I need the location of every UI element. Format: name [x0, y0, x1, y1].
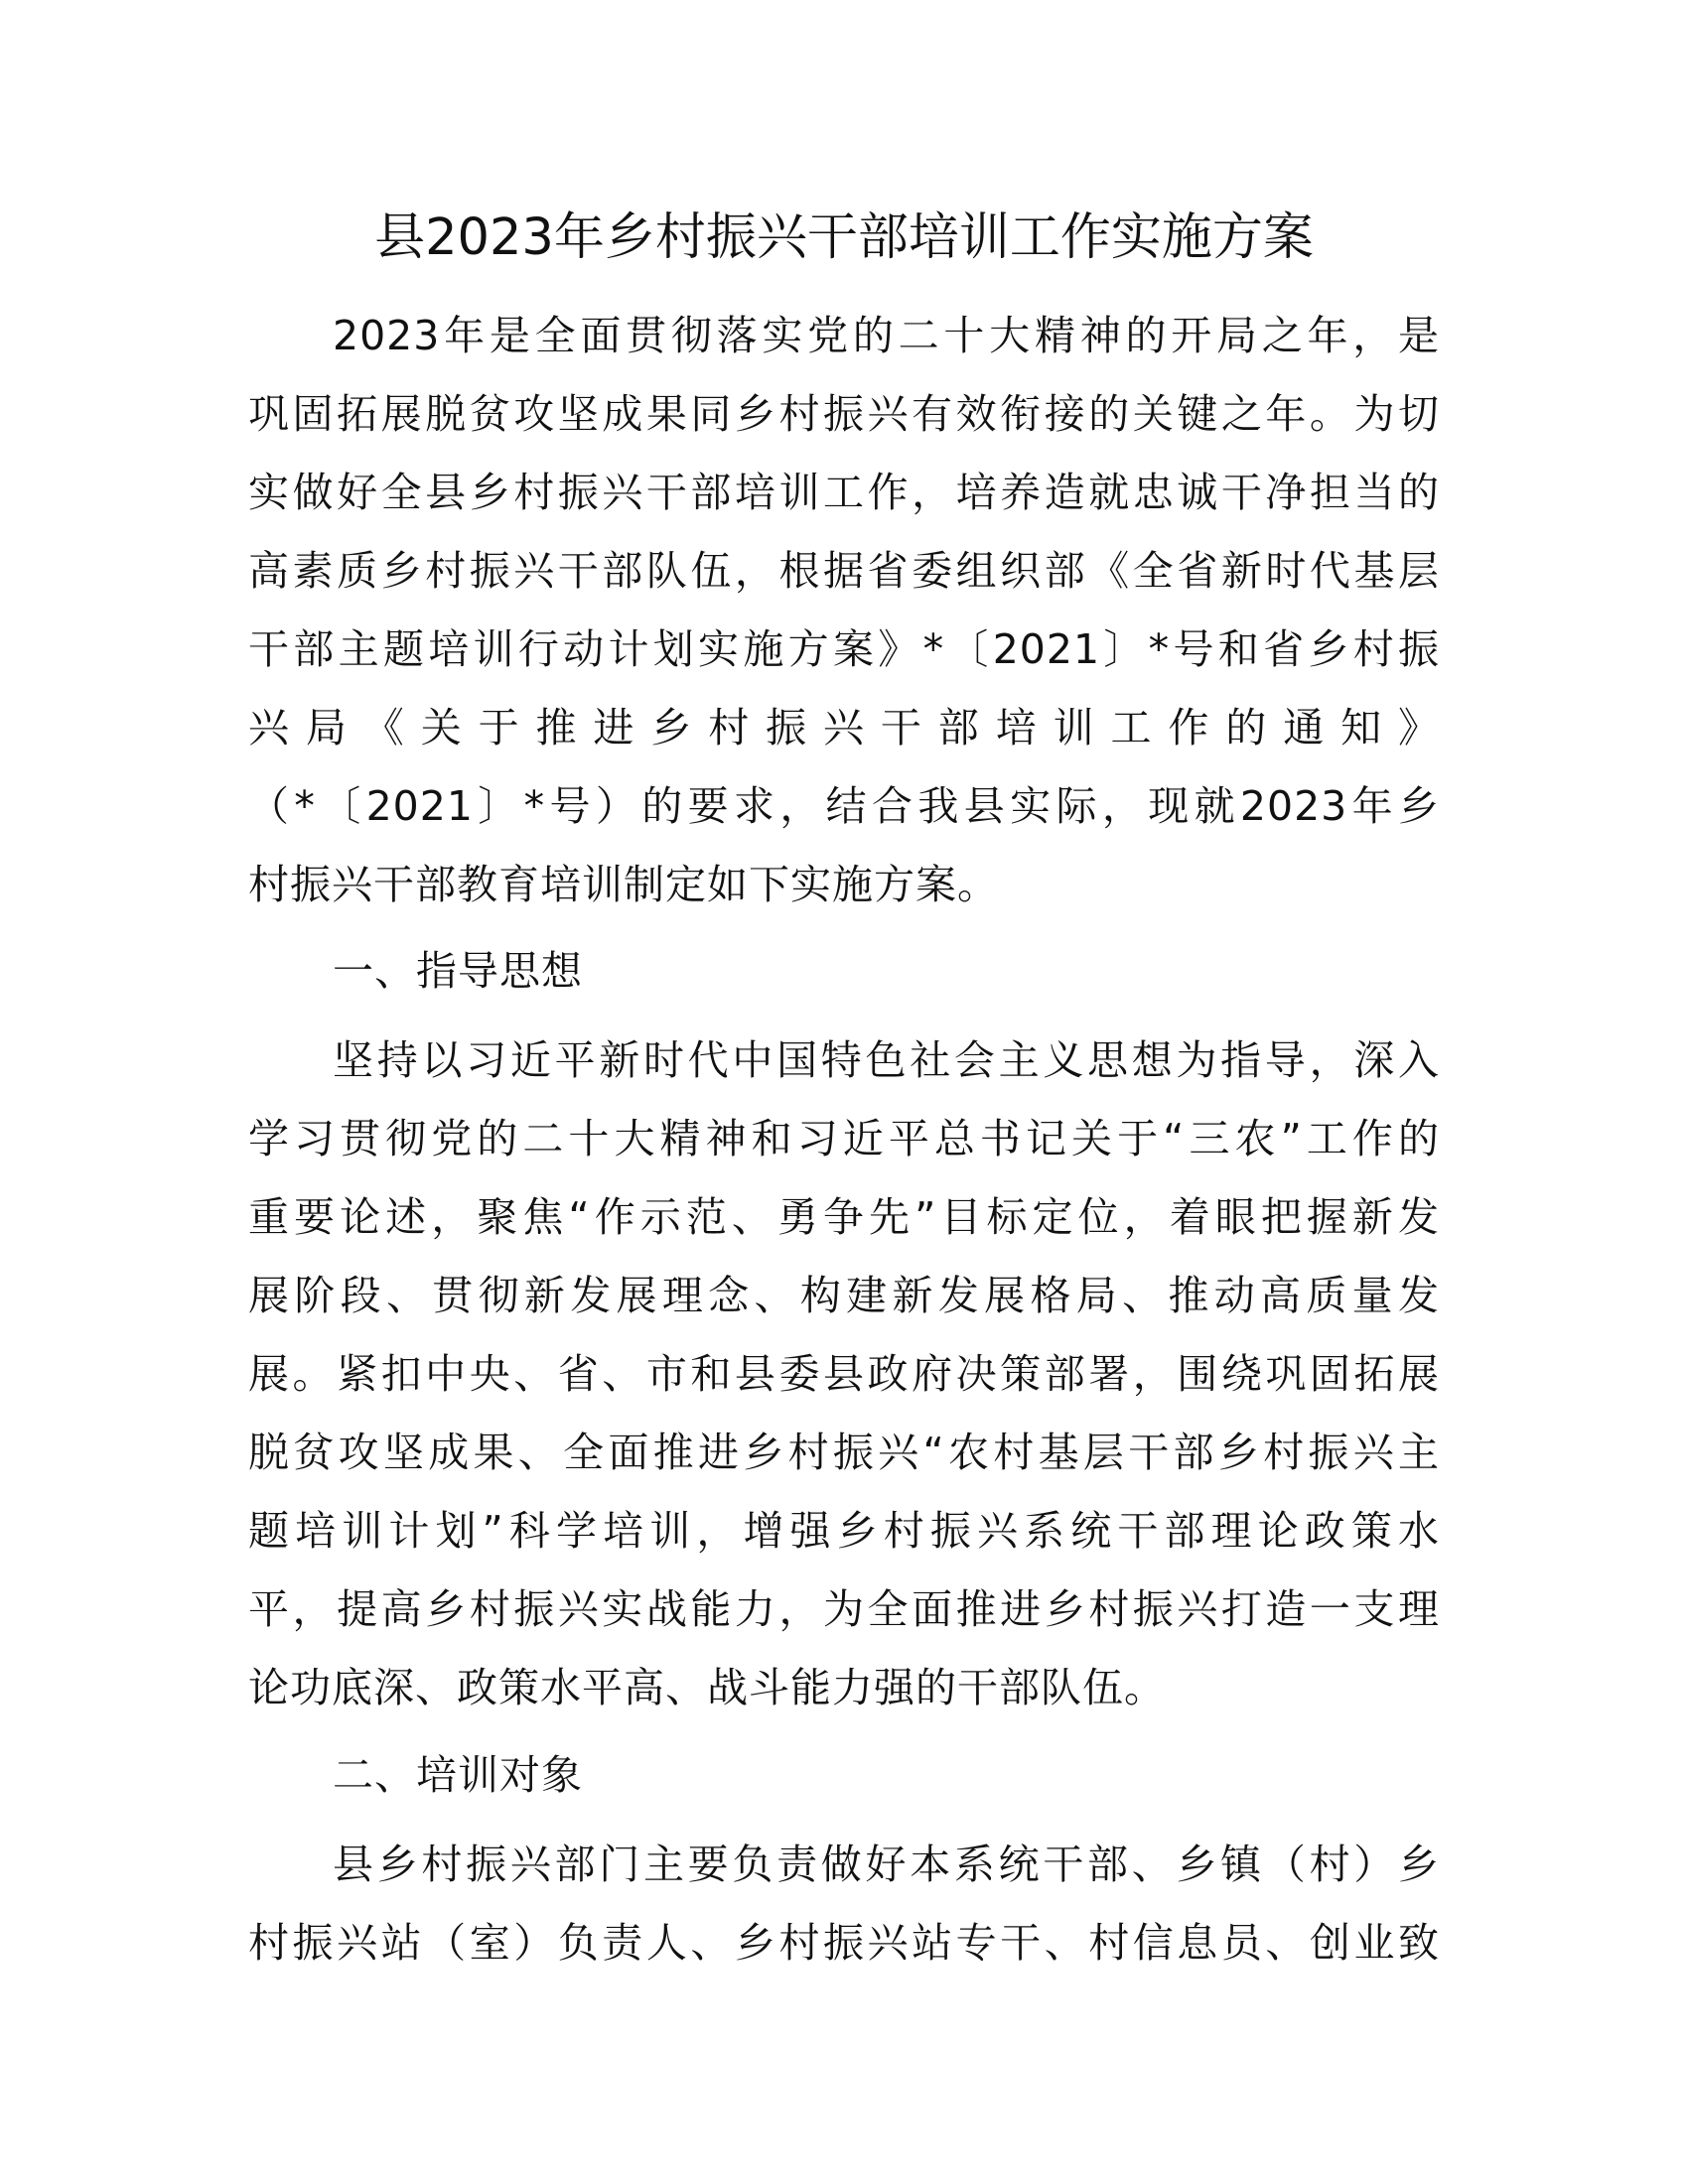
section1-line-1: 坚持以习近平新时代中国特色社会主义思想为指导，深入	[333, 1036, 1440, 1084]
intro-line-1: 2023年是全面贯彻落实党的二十大精神的开局之年，是	[333, 312, 1440, 359]
section2-line-2: 村振兴站（室）负责人、乡村振兴站专干、村信息员、创业致	[248, 1919, 1440, 1967]
section2-heading: 二、培训对象	[333, 1751, 583, 1799]
section1-line-2: 学习贯彻党的二十大精神和习近平总书记关于“三农”工作的	[248, 1115, 1440, 1162]
section1-line-9: 论功底深、政策水平高、战斗能力强的干部队伍。	[248, 1664, 1166, 1711]
intro-line-8: 村振兴干部教育培训制定如下实施方案。	[248, 861, 999, 908]
intro-line-6: 兴局《关于推进乡村振兴干部培训工作的通知》	[248, 704, 1440, 751]
section1-line-7: 题培训计划”科学培训，增强乡村振兴系统干部理论政策水	[248, 1507, 1440, 1555]
intro-line-5: 干部主题培训行动计划实施方案》*〔2021〕*号和省乡村振	[248, 625, 1440, 673]
document-title: 县2023年乡村振兴干部培训工作实施方案	[374, 208, 1314, 267]
section1-line-5: 展。紧扣中央、省、市和县委县政府决策部署，围绕巩固拓展	[248, 1350, 1440, 1398]
section1-line-6: 脱贫攻坚成果、全面推进乡村振兴“农村基层干部乡村振兴主	[248, 1429, 1440, 1476]
section1-line-3: 重要论述，聚焦“作示范、勇争先”目标定位，着眼把握新发	[248, 1193, 1440, 1241]
section1-line-4: 展阶段、贯彻新发展理念、构建新发展格局、推动高质量发	[248, 1272, 1440, 1319]
section2-line-1: 县乡村振兴部门主要负责做好本系统干部、乡镇（村）乡	[333, 1841, 1440, 1888]
section1-line-8: 平，提高乡村振兴实战能力，为全面推进乡村振兴打造一支理	[248, 1585, 1440, 1633]
section1-heading: 一、指导思想	[333, 947, 583, 995]
intro-line-4: 高素质乡村振兴干部队伍，根据省委组织部《全省新时代基层	[248, 547, 1440, 595]
intro-line-7: （*〔2021〕*号）的要求，结合我县实际，现就2023年乡	[248, 782, 1440, 830]
intro-line-3: 实做好全县乡村振兴干部培训工作，培养造就忠诚干净担当的	[248, 469, 1440, 516]
intro-line-2: 巩固拓展脱贫攻坚成果同乡村振兴有效衔接的关键之年。为切	[248, 390, 1440, 438]
